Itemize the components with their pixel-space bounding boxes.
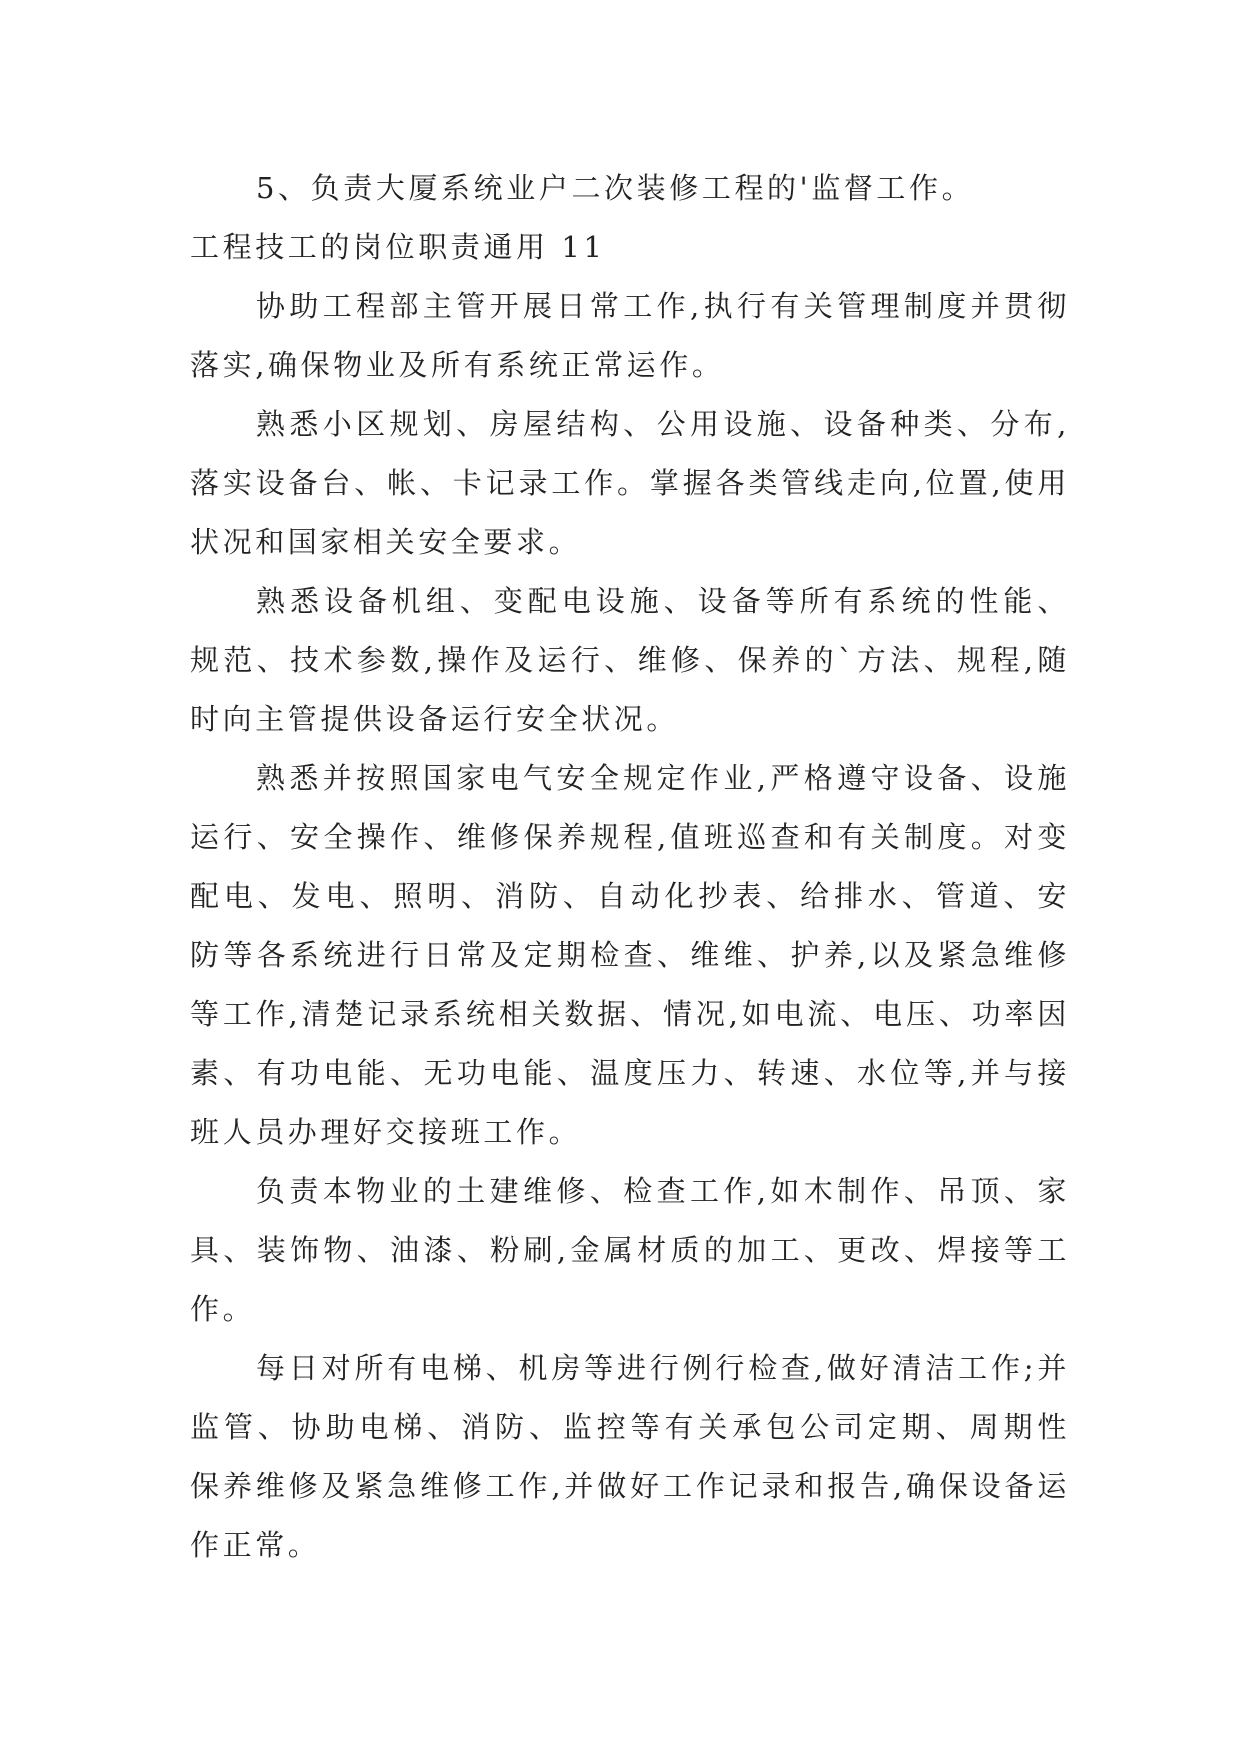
paragraph-assist-supervisor: 协助工程部主管开展日常工作,执行有关管理制度并贯彻落实,确保物业及所有系统正常运作。 xyxy=(190,289,1070,382)
paragraph-item-5-supervision: 5、负责大厦系统业户二次装修工程的'监督工作。 xyxy=(256,171,975,205)
paragraph-familiar-equipment: 熟悉设备机组、变配电设施、设备等所有系统的性能、规范、技术参数,操作及运行、维修、保养的`方法、规程,随时向主管提供设备运行安全状况。 xyxy=(190,584,1070,736)
paragraph-electrical-safety: 熟悉并按照国家电气安全规定作业,严格遵守设备、设施运行、安全操作、维修保养规程,值班巡查和有关制度。对变配电、发电、照明、消防、自动化抄表、给排水、管道、安防等各系统进行日常及定期检查、维维、护养,以及紧急维修等工作,清楚记录系统相关数据、情况,如电流、电压、功率因素、有功电能、无功电能、温度压力、转速、水位等,并与接班人员办理好交接班工作。 xyxy=(190,761,1070,1149)
paragraph-daily-inspection: 每日对所有电梯、机房等进行例行检查,做好清洁工作;并监管、协助电梯、消防、监控等有关承包公司定期、周期性保养维修及紧急维修工作,并做好工作记录和报告,确保设备运作正常。 xyxy=(190,1351,1070,1562)
document-body xyxy=(190,159,1070,1575)
paragraph-familiar-community: 熟悉小区规划、房屋结构、公用设施、设备种类、分布,落实设备台、帐、卡记录工作。掌握各类管线走向,位置,使用状况和国家相关安全要求。 xyxy=(190,407,1070,559)
paragraph-civil-maintenance: 负责本物业的土建维修、检查工作,如木制作、吊顶、家具、装饰物、油漆、粉刷,金属材质的加工、更改、焊接等工作。 xyxy=(190,1174,1070,1326)
section-heading: 工程技工的岗位职责通用 11 xyxy=(190,230,606,264)
